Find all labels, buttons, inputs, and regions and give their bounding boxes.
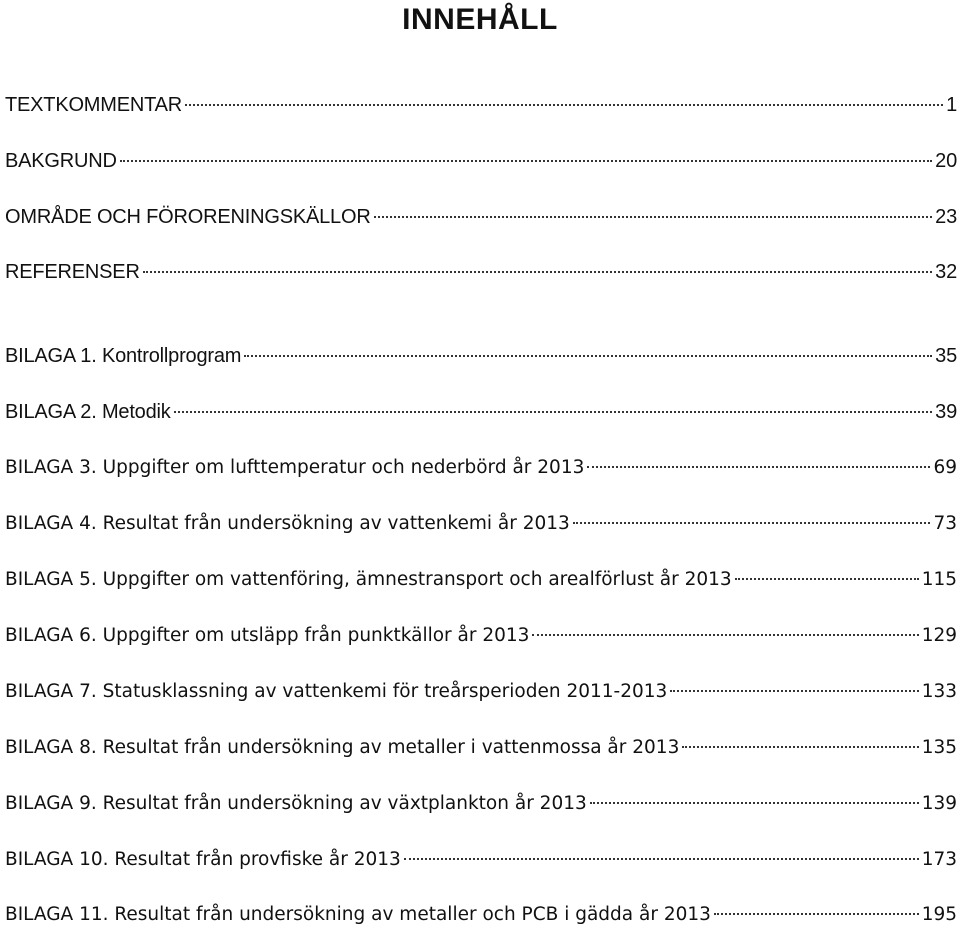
toc-entry-label: BILAGA 1. Kontrollprogram	[5, 345, 242, 367]
toc-entry-label: BILAGA 11. Resultat från undersökning av metaller och PCB i gädda år 2013	[5, 904, 711, 925]
toc-entry-page: 39	[935, 401, 957, 423]
toc-entry	[5, 511, 957, 537]
toc-entry-page: 133	[921, 681, 957, 702]
dot-leader	[185, 104, 943, 106]
toc-entry-page: 135	[921, 737, 957, 758]
toc-entry-label: OMRÅDE OCH FÖRORENINGSKÄLLOR	[5, 206, 371, 228]
dot-leader	[120, 160, 932, 162]
toc-entry	[5, 735, 957, 761]
toc-entry	[5, 148, 957, 174]
toc-entry-page: 1	[946, 94, 957, 116]
toc-entry	[5, 679, 957, 705]
toc-entry	[5, 92, 957, 118]
toc-entry	[5, 259, 957, 285]
toc-entry-label: BILAGA 9. Resultat från undersökning av växtplankton år 2013	[5, 793, 587, 814]
dot-leader	[174, 411, 933, 413]
toc-entry-label: REFERENSER	[5, 261, 140, 283]
toc-entry-label: BILAGA 3. Uppgifter om lufttemperatur och nederbörd år 2013	[5, 457, 585, 478]
toc-entry-label: BILAGA 10. Resultat från provfiske år 2013	[5, 849, 401, 870]
dot-leader	[682, 746, 918, 748]
toc-entry-page: 129	[921, 625, 957, 646]
toc-entry-page: 73	[933, 513, 957, 534]
toc-entry	[5, 567, 957, 593]
toc-entry-page: 23	[935, 206, 957, 228]
toc-entry-label: BILAGA 5. Uppgifter om vattenföring, ämnestransport och arealförlust år 2013	[5, 569, 732, 590]
toc-entry-page: 115	[921, 569, 957, 590]
toc-entry	[5, 204, 957, 230]
dot-leader	[735, 578, 919, 580]
toc-entry	[5, 847, 957, 873]
page-title: INNEHÅLL	[402, 3, 558, 36]
toc-entry-page: 173	[921, 849, 957, 870]
toc-entry	[5, 399, 957, 425]
toc-entry-label: BILAGA 6. Uppgifter om utsläpp från punktkällor år 2013	[5, 625, 530, 646]
dot-leader	[587, 466, 930, 468]
dot-leader	[404, 858, 919, 860]
toc-entry-page: 139	[921, 793, 957, 814]
toc-entry-page: 32	[935, 261, 957, 283]
toc-entry	[5, 623, 957, 649]
dot-leader	[590, 802, 919, 804]
dot-leader	[670, 690, 918, 692]
dot-leader	[374, 216, 933, 218]
toc-entry-page: 195	[921, 904, 957, 925]
dot-leader	[573, 522, 931, 524]
toc-entry	[5, 791, 957, 817]
toc-entry-label: BILAGA 2. Metodik	[5, 401, 171, 423]
toc-entry	[5, 902, 957, 928]
toc-entry-page: 20	[935, 150, 957, 172]
toc-entry-page: 69	[933, 457, 957, 478]
toc-entry-label: BILAGA 8. Resultat från undersökning av metaller i vattenmossa år 2013	[5, 737, 680, 758]
toc-entry	[5, 343, 957, 369]
toc-entry-label: BAKGRUND	[5, 150, 117, 172]
toc-entry-label: BILAGA 4. Resultat från undersökning av vattenkemi år 2013	[5, 513, 570, 534]
dot-leader	[714, 913, 919, 915]
dot-leader	[532, 634, 918, 636]
toc-entry-page: 35	[935, 345, 957, 367]
dot-leader	[244, 355, 932, 357]
toc-entry	[5, 455, 957, 481]
toc-entry-label: BILAGA 7. Statusklassning av vattenkemi för treårsperioden 2011-2013	[5, 681, 668, 702]
dot-leader	[143, 271, 932, 273]
toc-entry-label: TEXTKOMMENTAR	[5, 94, 183, 116]
